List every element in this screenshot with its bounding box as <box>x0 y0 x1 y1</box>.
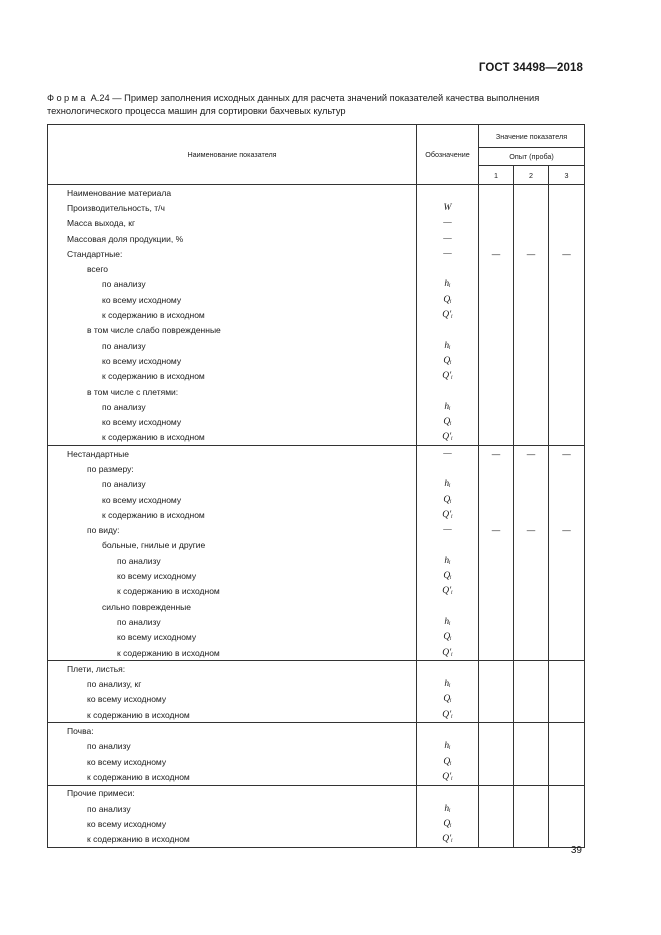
table-row <box>48 599 585 614</box>
table-row <box>48 185 585 201</box>
value-cell-1 <box>479 661 514 677</box>
value-cell-1 <box>479 461 514 476</box>
value-cell-1 <box>479 261 514 276</box>
value-cell-2 <box>514 677 549 692</box>
value-cell-2: — <box>514 523 549 538</box>
row-symbol <box>417 461 479 476</box>
value-cell-2 <box>514 645 549 661</box>
row-group <box>48 723 585 785</box>
value-cell-1: — <box>479 446 514 462</box>
row-symbol <box>417 538 479 553</box>
row-symbol: Q'ᵢ <box>417 645 479 661</box>
row-symbol <box>417 785 479 801</box>
row-symbol: Qᵢ <box>417 414 479 429</box>
row-label: ко всему исходному <box>48 692 417 707</box>
row-label: ко всему исходному <box>48 754 417 769</box>
table-row <box>48 369 585 384</box>
row-symbol: W <box>417 200 479 215</box>
table-row <box>48 816 585 831</box>
value-cell-3: — <box>549 446 585 462</box>
table-row <box>48 523 585 538</box>
value-cell-3 <box>549 507 585 522</box>
value-cell-3 <box>549 661 585 677</box>
value-cell-1 <box>479 553 514 568</box>
row-label: к содержанию в исходном <box>48 707 417 723</box>
row-symbol <box>417 261 479 276</box>
row-label: ко всему исходному <box>48 816 417 831</box>
value-cell-1 <box>479 307 514 322</box>
table-row <box>48 645 585 661</box>
value-cell-2 <box>514 599 549 614</box>
value-cell-3 <box>549 630 585 645</box>
value-cell-2 <box>514 216 549 231</box>
value-cell-3 <box>549 461 585 476</box>
table-row <box>48 692 585 707</box>
row-label: больные, гнилые и другие <box>48 538 417 553</box>
value-cell-3 <box>549 414 585 429</box>
row-symbol: — <box>417 246 479 261</box>
table-row <box>48 785 585 801</box>
header-col-1: 1 <box>479 166 514 185</box>
value-cell-3 <box>549 185 585 201</box>
value-cell-2 <box>514 307 549 322</box>
table-row <box>48 801 585 816</box>
value-cell-1 <box>479 277 514 292</box>
value-cell-3 <box>549 261 585 276</box>
row-label: всего <box>48 261 417 276</box>
value-cell-2 <box>514 338 549 353</box>
value-cell-1 <box>479 645 514 661</box>
value-cell-2 <box>514 323 549 338</box>
row-label: по виду: <box>48 523 417 538</box>
value-cell-3 <box>549 692 585 707</box>
value-cell-2 <box>514 630 549 645</box>
value-cell-2 <box>514 801 549 816</box>
value-cell-2 <box>514 477 549 492</box>
page-number: 39 <box>570 845 582 856</box>
value-cell-1 <box>479 707 514 723</box>
value-cell-2 <box>514 353 549 368</box>
row-symbol: Q'ᵢ <box>417 430 479 446</box>
table-row <box>48 399 585 414</box>
value-cell-1 <box>479 384 514 399</box>
table-row <box>48 630 585 645</box>
row-symbol <box>417 384 479 399</box>
value-cell-2 <box>514 292 549 307</box>
row-label: Нестандартные <box>48 446 417 462</box>
table-row <box>48 538 585 553</box>
value-cell-3 <box>549 739 585 754</box>
row-label: Массовая доля продукции, % <box>48 231 417 246</box>
row-label: Плети, листья: <box>48 661 417 677</box>
value-cell-2 <box>514 507 549 522</box>
table-row <box>48 277 585 292</box>
row-symbol: Q'ᵢ <box>417 584 479 599</box>
row-symbol: Qᵢ <box>417 568 479 583</box>
value-cell-1 <box>479 785 514 801</box>
row-symbol: Qᵢ <box>417 754 479 769</box>
value-cell-1 <box>479 831 514 847</box>
value-cell-3: — <box>549 246 585 261</box>
row-label: по анализу <box>48 614 417 629</box>
row-label: к содержанию в исходном <box>48 645 417 661</box>
value-cell-3 <box>549 769 585 785</box>
value-cell-1 <box>479 353 514 368</box>
value-cell-2: — <box>514 446 549 462</box>
table-row <box>48 446 585 462</box>
value-cell-3 <box>549 816 585 831</box>
row-label: к содержанию в исходном <box>48 369 417 384</box>
row-label: ко всему исходному <box>48 353 417 368</box>
header-col-2: 2 <box>514 166 549 185</box>
row-label: Почва: <box>48 723 417 739</box>
row-label: по размеру: <box>48 461 417 476</box>
row-symbol: hᵢ <box>417 338 479 353</box>
value-cell-1 <box>479 692 514 707</box>
row-group <box>48 185 585 446</box>
table-row <box>48 507 585 522</box>
table-row <box>48 568 585 583</box>
value-cell-3 <box>549 369 585 384</box>
value-cell-3 <box>549 801 585 816</box>
value-cell-2: — <box>514 246 549 261</box>
value-cell-3 <box>549 553 585 568</box>
row-symbol: Qᵢ <box>417 630 479 645</box>
row-label: в том числе с плетями: <box>48 384 417 399</box>
row-symbol: Qᵢ <box>417 492 479 507</box>
value-cell-3 <box>549 477 585 492</box>
value-cell-3 <box>549 599 585 614</box>
row-symbol <box>417 323 479 338</box>
row-group <box>48 785 585 847</box>
row-symbol: Qᵢ <box>417 816 479 831</box>
value-cell-2 <box>514 816 549 831</box>
row-label: в том числе слабо поврежденные <box>48 323 417 338</box>
value-cell-1 <box>479 216 514 231</box>
value-cell-2 <box>514 430 549 446</box>
table-row <box>48 261 585 276</box>
row-symbol <box>417 185 479 201</box>
value-cell-2 <box>514 384 549 399</box>
value-cell-3 <box>549 323 585 338</box>
table-row <box>48 739 585 754</box>
table-row <box>48 769 585 785</box>
row-label: по анализу <box>48 801 417 816</box>
value-cell-3 <box>549 338 585 353</box>
value-cell-2 <box>514 369 549 384</box>
value-cell-1 <box>479 816 514 831</box>
value-cell-1 <box>479 584 514 599</box>
value-cell-3 <box>549 492 585 507</box>
value-cell-2 <box>514 261 549 276</box>
value-cell-1 <box>479 614 514 629</box>
row-symbol <box>417 661 479 677</box>
table-row <box>48 307 585 322</box>
table-row <box>48 707 585 723</box>
value-cell-3 <box>549 399 585 414</box>
row-group <box>48 661 585 723</box>
value-cell-1 <box>479 369 514 384</box>
row-label: к содержанию в исходном <box>48 507 417 522</box>
value-cell-1 <box>479 677 514 692</box>
value-cell-2 <box>514 723 549 739</box>
value-cell-2 <box>514 568 549 583</box>
table-row <box>48 246 585 261</box>
table-row <box>48 661 585 677</box>
row-symbol: hᵢ <box>417 553 479 568</box>
table-row <box>48 677 585 692</box>
row-label: ко всему исходному <box>48 568 417 583</box>
table-row <box>48 584 585 599</box>
row-label: по анализу, кг <box>48 677 417 692</box>
value-cell-3 <box>549 384 585 399</box>
row-symbol: hᵢ <box>417 677 479 692</box>
value-cell-3 <box>549 584 585 599</box>
value-cell-2 <box>514 231 549 246</box>
value-cell-2 <box>514 538 549 553</box>
table-row <box>48 414 585 429</box>
value-cell-3 <box>549 754 585 769</box>
value-cell-1 <box>479 292 514 307</box>
table-row <box>48 477 585 492</box>
value-cell-1 <box>479 630 514 645</box>
value-cell-3 <box>549 231 585 246</box>
value-cell-1 <box>479 754 514 769</box>
table-row <box>48 461 585 476</box>
value-cell-2 <box>514 692 549 707</box>
row-label: к содержанию в исходном <box>48 584 417 599</box>
row-symbol: Q'ᵢ <box>417 307 479 322</box>
value-cell-1 <box>479 430 514 446</box>
value-cell-1 <box>479 399 514 414</box>
row-symbol: hᵢ <box>417 614 479 629</box>
table-row <box>48 292 585 307</box>
value-cell-1 <box>479 538 514 553</box>
header-col-3: 3 <box>549 166 585 185</box>
value-cell-2 <box>514 661 549 677</box>
row-label: по анализу <box>48 277 417 292</box>
value-cell-1 <box>479 492 514 507</box>
value-cell-1: — <box>479 523 514 538</box>
row-label: Стандартные: <box>48 246 417 261</box>
value-cell-2 <box>514 584 549 599</box>
row-label: ко всему исходному <box>48 492 417 507</box>
row-symbol: Q'ᵢ <box>417 769 479 785</box>
value-cell-2 <box>514 785 549 801</box>
row-label: по анализу <box>48 739 417 754</box>
value-cell-1 <box>479 801 514 816</box>
row-symbol: — <box>417 216 479 231</box>
row-symbol: Q'ᵢ <box>417 507 479 522</box>
row-label: по анализу <box>48 553 417 568</box>
row-label: сильно поврежденные <box>48 599 417 614</box>
standard-number: ГОСТ 34498—2018 <box>478 62 583 74</box>
row-label: ко всему исходному <box>48 630 417 645</box>
value-cell-1 <box>479 338 514 353</box>
header-name: Наименование показателя <box>48 125 417 185</box>
table-row <box>48 723 585 739</box>
value-cell-1 <box>479 599 514 614</box>
value-cell-3 <box>549 430 585 446</box>
row-label: по анализу <box>48 399 417 414</box>
row-label: к содержанию в исходном <box>48 769 417 785</box>
value-cell-1 <box>479 323 514 338</box>
value-cell-1 <box>479 185 514 201</box>
value-cell-2 <box>514 277 549 292</box>
value-cell-3 <box>549 707 585 723</box>
row-label: Прочие примеси: <box>48 785 417 801</box>
value-cell-1 <box>479 568 514 583</box>
table-caption <box>47 92 587 118</box>
row-label: к содержанию в исходном <box>48 831 417 847</box>
value-cell-2 <box>514 185 549 201</box>
row-label: по анализу <box>48 477 417 492</box>
table-row <box>48 831 585 847</box>
row-symbol: Qᵢ <box>417 692 479 707</box>
row-label: по анализу <box>48 338 417 353</box>
row-group <box>48 446 585 661</box>
value-cell-3 <box>549 645 585 661</box>
value-cell-2 <box>514 553 549 568</box>
row-symbol <box>417 599 479 614</box>
row-label: Масса выхода, кг <box>48 216 417 231</box>
value-cell-2 <box>514 707 549 723</box>
table-row <box>48 430 585 446</box>
indicators-table <box>47 124 585 848</box>
value-cell-2 <box>514 614 549 629</box>
row-symbol: — <box>417 231 479 246</box>
header-symbol: Обозначение <box>417 125 479 185</box>
row-symbol: Q'ᵢ <box>417 707 479 723</box>
table-row <box>48 384 585 399</box>
value-cell-1 <box>479 769 514 785</box>
table-row <box>48 754 585 769</box>
value-cell-3 <box>549 307 585 322</box>
table-row <box>48 231 585 246</box>
header-value-group: Значение показателя <box>479 125 585 148</box>
row-symbol: Q'ᵢ <box>417 831 479 847</box>
value-cell-3 <box>549 677 585 692</box>
value-cell-3 <box>549 292 585 307</box>
value-cell-3 <box>549 723 585 739</box>
value-cell-1 <box>479 414 514 429</box>
value-cell-1 <box>479 507 514 522</box>
value-cell-2 <box>514 492 549 507</box>
row-symbol: Q'ᵢ <box>417 369 479 384</box>
value-cell-3 <box>549 568 585 583</box>
value-cell-3 <box>549 216 585 231</box>
row-symbol: hᵢ <box>417 277 479 292</box>
value-cell-3 <box>549 200 585 215</box>
table-row <box>48 338 585 353</box>
table-row <box>48 553 585 568</box>
header-trial: Опыт (проба) <box>479 148 585 166</box>
value-cell-1 <box>479 200 514 215</box>
row-symbol: — <box>417 523 479 538</box>
value-cell-1 <box>479 723 514 739</box>
row-label: ко всему исходному <box>48 414 417 429</box>
row-label: ко всему исходному <box>48 292 417 307</box>
value-cell-2 <box>514 461 549 476</box>
table-row <box>48 200 585 215</box>
value-cell-1 <box>479 477 514 492</box>
row-label: Производительность, т/ч <box>48 200 417 215</box>
row-symbol <box>417 723 479 739</box>
value-cell-3 <box>549 785 585 801</box>
caption-text: А.24 — Пример заполнения исходных данных для расчета значений показателей качества выполнения технологического процесса машин для сортировки бахчевых культур <box>47 93 540 116</box>
value-cell-3 <box>549 353 585 368</box>
value-cell-3 <box>549 277 585 292</box>
table-row <box>48 492 585 507</box>
caption-form-word: Форма <box>47 93 88 103</box>
value-cell-2 <box>514 754 549 769</box>
row-label: Наименование материала <box>48 185 417 201</box>
value-cell-2 <box>514 399 549 414</box>
value-cell-1 <box>479 739 514 754</box>
value-cell-3 <box>549 614 585 629</box>
row-symbol: hᵢ <box>417 399 479 414</box>
value-cell-2 <box>514 769 549 785</box>
table-row <box>48 323 585 338</box>
value-cell-1 <box>479 231 514 246</box>
row-symbol: hᵢ <box>417 801 479 816</box>
row-symbol: hᵢ <box>417 477 479 492</box>
row-symbol: Qᵢ <box>417 292 479 307</box>
row-label: к содержанию в исходном <box>48 307 417 322</box>
value-cell-3: — <box>549 523 585 538</box>
value-cell-1: — <box>479 246 514 261</box>
value-cell-2 <box>514 414 549 429</box>
value-cell-3 <box>549 538 585 553</box>
value-cell-2 <box>514 831 549 847</box>
value-cell-2 <box>514 200 549 215</box>
row-symbol: Qᵢ <box>417 353 479 368</box>
row-symbol: — <box>417 446 479 462</box>
table-row <box>48 216 585 231</box>
value-cell-2 <box>514 739 549 754</box>
row-symbol: hᵢ <box>417 739 479 754</box>
table-row <box>48 614 585 629</box>
row-label: к содержанию в исходном <box>48 430 417 446</box>
table-row <box>48 353 585 368</box>
